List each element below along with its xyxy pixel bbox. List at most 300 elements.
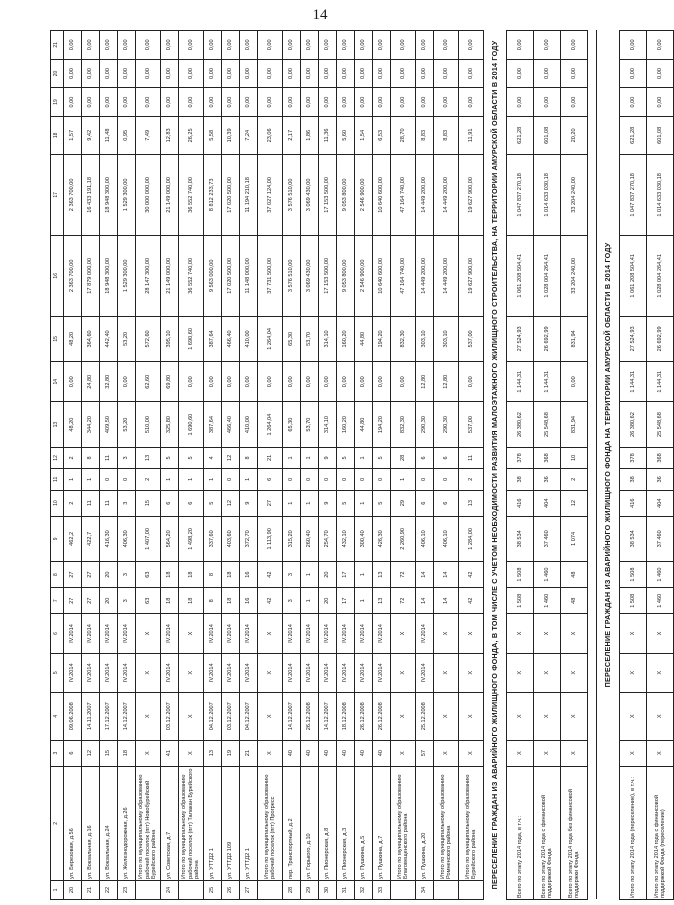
table-cell: 416,30 [100, 516, 118, 561]
table-cell: 260,40 [301, 516, 319, 561]
table-cell: 6 [416, 447, 434, 468]
table-cell: 13 [373, 561, 391, 587]
table-cell: 37 460 [647, 516, 674, 561]
table-cell: 387,64 [204, 402, 222, 447]
table-cell: 0,00 [459, 88, 484, 117]
table-cell: 368 [534, 447, 561, 468]
table-cell: X [459, 740, 484, 766]
table-cell: 0,00 [136, 31, 161, 60]
table-cell: 1 [355, 561, 373, 587]
section-heading: ПЕРЕСЕЛЕНИЕ ГРАЖДАН ИЗ АВАРИЙНОГО ЖИЛИЩНОГО ФОНДА НА ТЕРРИТОРИИ АМУРСКОЙ ОБЛАСТИ В 2014 ГОДУ [597, 31, 620, 900]
table-cell: X [179, 653, 204, 692]
subtotal-row [179, 31, 204, 900]
table-cell: 48,20 [64, 316, 82, 361]
table-cell: 2 [64, 490, 82, 516]
table-cell: 409,50 [100, 402, 118, 447]
table-row [301, 31, 319, 900]
column-index-cell: 17 [51, 154, 64, 235]
rotated-table-wrapper [50, 30, 666, 900]
table-cell: 12 [222, 447, 240, 468]
table-cell: 1 [301, 490, 319, 516]
column-index-cell: 15 [51, 316, 64, 361]
table-cell: 406,10 [416, 516, 434, 561]
table-row [222, 31, 240, 900]
table-cell: 20,20 [561, 116, 588, 154]
table-cell: 8 [204, 588, 222, 614]
table-cell: 314,10 [319, 402, 337, 447]
table-cell: X [507, 653, 534, 692]
table-cell: 0 [416, 469, 434, 490]
table-row [100, 31, 118, 900]
column-index-cell: 5 [51, 653, 64, 692]
table-cell: 0,00 [561, 31, 588, 60]
table-cell: 18 [118, 740, 136, 766]
table-cell: IV.2014 [100, 614, 118, 653]
table-cell: 0,00 [118, 59, 136, 88]
table-cell: 21 [258, 447, 283, 468]
table-cell: 26.12.2008 [355, 692, 373, 740]
table-cell: 0,00 [620, 31, 647, 60]
table-cell: 416 [620, 490, 647, 516]
column-index-cell: 8 [51, 561, 64, 587]
column-index-cell: 1 [51, 880, 64, 899]
table-cell: 14.12.2007 [319, 692, 337, 740]
table-cell: 6 [258, 469, 283, 490]
table-cell: X [561, 692, 588, 740]
table-cell: 10 640 600,00 [373, 154, 391, 235]
table-cell: 1 113,90 [258, 516, 283, 561]
table-cell: 3 576 510,00 [283, 154, 301, 235]
table-cell: 65,30 [283, 316, 301, 361]
table-cell: IV.2014 [100, 653, 118, 692]
table-cell: 72 [391, 561, 416, 587]
table-cell: 14.11.2007 [82, 692, 100, 740]
table-cell: 378 [620, 447, 647, 468]
column-index-cell: 10 [51, 490, 64, 516]
table-cell: X [561, 614, 588, 653]
table-cell: 0,00 [301, 31, 319, 60]
table-cell: 27 [258, 490, 283, 516]
table-cell: 38 534 [620, 516, 647, 561]
table-row [373, 31, 391, 900]
table-row [319, 31, 337, 900]
table-cell: 1 [355, 588, 373, 614]
table-cell: 0,00 [319, 88, 337, 117]
table-cell: 0,00 [373, 362, 391, 402]
table-cell: 7,49 [136, 116, 161, 154]
table-cell: 1 508 [620, 561, 647, 587]
table-cell: 0,00 [337, 362, 355, 402]
table-cell: 11,91 [459, 116, 484, 154]
table-cell: 0,00 [319, 31, 337, 60]
table-cell: 2 260,90 [391, 516, 416, 561]
table-cell: X [434, 692, 459, 740]
table-cell: 422,7 [82, 516, 100, 561]
table-cell: X [647, 692, 674, 740]
table-cell: 0,00 [283, 31, 301, 60]
table-cell: 0,00 [355, 31, 373, 60]
table-cell: IV.2014 [161, 653, 179, 692]
table-cell: 6 [161, 490, 179, 516]
table-row [64, 31, 82, 900]
table-cell: 04.12.2007 [240, 692, 258, 740]
table-cell: 160,20 [337, 316, 355, 361]
table-cell: 41 [161, 740, 179, 766]
table-cell: X [136, 614, 161, 653]
table-cell: 0,00 [534, 31, 561, 60]
subtotal-row [136, 31, 161, 900]
table-cell: 3 [118, 447, 136, 468]
table-cell: 9 053 800,00 [337, 235, 355, 316]
table-cell: 40 [301, 740, 319, 766]
table-cell: 1,54 [355, 116, 373, 154]
table-cell: 0,00 [64, 88, 82, 117]
table-cell: 462,2 [64, 516, 82, 561]
table-cell: 1 [301, 447, 319, 468]
table-cell: 17 [337, 588, 355, 614]
table-cell: 27 [64, 588, 82, 614]
table-cell: 0,00 [391, 362, 416, 402]
table-cell: 0,00 [620, 88, 647, 117]
table-cell: 48 [561, 561, 588, 587]
table-cell: 14 449 200,00 [416, 235, 434, 316]
table-cell: 0,00 [459, 362, 484, 402]
table-cell: 0,00 [283, 362, 301, 402]
table-cell: 13 [459, 490, 484, 516]
table-cell: 0,95 [118, 116, 136, 154]
table-cell: 0,00 [391, 59, 416, 88]
table-cell: 12,80 [434, 362, 459, 402]
column-index-cell: 13 [51, 402, 64, 447]
table-cell: 09.06.2008 [64, 692, 82, 740]
table-cell: 48,20 [64, 402, 82, 447]
table-cell: X [434, 614, 459, 653]
table-cell: 404 [647, 490, 674, 516]
table-cell: 27 [82, 588, 100, 614]
table-cell: 1 460 [534, 561, 561, 587]
table-cell: 466,40 [222, 316, 240, 361]
table-cell: 601,08 [534, 116, 561, 154]
table-cell: 5 [161, 447, 179, 468]
total-row [534, 31, 561, 900]
row-number: 34 [416, 880, 434, 899]
table-cell: 0,00 [301, 362, 319, 402]
table-cell: 254,70 [319, 516, 337, 561]
table-cell: 344,20 [82, 402, 100, 447]
table-cell: 38 [507, 469, 534, 490]
row-number [258, 880, 283, 899]
table-cell: X [391, 692, 416, 740]
table-cell: 17 153 500,00 [319, 154, 337, 235]
column-index-cell: 19 [51, 88, 64, 117]
table-cell: 8,83 [416, 116, 434, 154]
column-index-cell: 14 [51, 362, 64, 402]
table-cell: IV.2014 [161, 614, 179, 653]
table-cell: 40 [373, 740, 391, 766]
table-cell: 3 [283, 588, 301, 614]
subtotal-label: Итого по муниципальному образованию Благовещенского района [391, 766, 416, 880]
table-cell: 0,00 [100, 59, 118, 88]
table-body [51, 31, 674, 900]
table-cell: 26.12.2008 [373, 692, 391, 740]
table-cell: X [561, 653, 588, 692]
table-cell: 4 [204, 447, 222, 468]
table-cell: 0,00 [373, 88, 391, 117]
table-cell: 33 204 240,00 [561, 235, 588, 316]
table-cell: 5,58 [204, 116, 222, 154]
table-cell: 0,00 [507, 31, 534, 60]
table-cell: X [620, 740, 647, 766]
table-cell: 832,30 [391, 316, 416, 361]
table-cell: 20 [100, 561, 118, 587]
table-cell: IV.2014 [64, 614, 82, 653]
table-cell: IV.2014 [373, 653, 391, 692]
table-cell: 1,57 [64, 116, 82, 154]
table-cell: 47 164 740,00 [391, 235, 416, 316]
table-cell: 0,00 [319, 59, 337, 88]
table-cell: 9 053 800,00 [337, 154, 355, 235]
row-number [391, 880, 416, 899]
table-cell: IV.2014 [301, 653, 319, 692]
table-cell: 29 [391, 490, 416, 516]
table-cell: 1 061 208 504,41 [507, 235, 534, 316]
table-cell: 5 [337, 447, 355, 468]
relocation-table-frame [50, 30, 666, 900]
table-cell: 6 [434, 490, 459, 516]
table-cell: 15 [100, 740, 118, 766]
table-cell: X [534, 692, 561, 740]
table-cell: 290,30 [416, 402, 434, 447]
table-cell: 0,00 [258, 31, 283, 60]
table-cell: 0,00 [337, 88, 355, 117]
table-cell: 11 [459, 447, 484, 468]
table-cell: 25 548,68 [647, 402, 674, 447]
table-cell: 1 014 633 030,18 [647, 154, 674, 235]
table-cell: IV.2014 [373, 614, 391, 653]
table-cell: 8 [204, 561, 222, 587]
table-cell: 25.12.2008 [416, 692, 434, 740]
table-row [204, 31, 222, 900]
row-number [179, 880, 204, 899]
table-row [283, 31, 301, 900]
table-cell: 378 [507, 447, 534, 468]
table-cell: 0,00 [82, 88, 100, 117]
table-cell: 26 380,62 [620, 402, 647, 447]
table-cell: X [179, 614, 204, 653]
table-cell: 9 [240, 490, 258, 516]
table-cell: 12 [222, 490, 240, 516]
table-cell: 572,60 [136, 316, 161, 361]
total-row [507, 31, 534, 900]
table-cell: 8 [240, 447, 258, 468]
address-cell: пер. Транспортный, д.2 [283, 766, 301, 880]
table-cell: 406,10 [434, 516, 459, 561]
subtotal-label: Итого по муниципальному образованию рабочий поселок (пгт) Талакан Бурейского района [179, 766, 204, 880]
table-cell: 3 [118, 561, 136, 587]
table-cell: 0,00 [204, 88, 222, 117]
table-cell: 17 020 500,00 [222, 154, 240, 235]
table-cell: 18 948 300,00 [100, 154, 118, 235]
column-index-cell: 3 [51, 740, 64, 766]
row-number: 21 [82, 880, 100, 899]
table-cell: 48 [561, 588, 588, 614]
table-cell: 27 524,93 [507, 316, 534, 361]
table-cell: 19 627 900,00 [459, 154, 484, 235]
table-cell: 0,00 [179, 59, 204, 88]
section-heading-row [597, 31, 620, 900]
column-index-cell: 7 [51, 588, 64, 614]
table-cell: 6 [64, 740, 82, 766]
table-cell: 20 [319, 561, 337, 587]
final-total-row [647, 31, 674, 900]
table-cell: 0,00 [391, 88, 416, 117]
row-number: 27 [240, 880, 258, 899]
table-cell: 63 [136, 588, 161, 614]
table-cell: 5 [337, 490, 355, 516]
row-number: 22 [100, 880, 118, 899]
table-cell: 1 [301, 561, 319, 587]
table-cell: 18.12.2008 [337, 692, 355, 740]
table-cell: 38 [620, 469, 647, 490]
table-cell: 0,00 [222, 31, 240, 60]
subtotal-row [391, 31, 416, 900]
table-cell: X [534, 614, 561, 653]
address-cell: ул. Пушкина, д.5 [355, 766, 373, 880]
table-cell: 0,00 [301, 88, 319, 117]
table-cell: 315,20 [283, 516, 301, 561]
table-cell: 13 [136, 447, 161, 468]
table-cell: 37 731 500,00 [258, 235, 283, 316]
table-cell: 1 144,31 [534, 362, 561, 402]
table-cell: IV.2014 [118, 653, 136, 692]
row-number: 29 [301, 880, 319, 899]
table-cell: 0,00 [82, 31, 100, 60]
table-cell: 0,00 [64, 362, 82, 402]
table-cell: IV.2014 [82, 653, 100, 692]
table-cell: 16 [240, 588, 258, 614]
table-cell: 564,20 [161, 516, 179, 561]
table-cell: 5,60 [337, 116, 355, 154]
table-cell: 1 028 004 264,41 [534, 235, 561, 316]
table-cell: 621,28 [620, 116, 647, 154]
table-cell: 537,00 [459, 402, 484, 447]
table-cell: 04.12.2007 [204, 692, 222, 740]
table-cell: 2 546 900,00 [355, 235, 373, 316]
table-cell: 21 149 000,00 [161, 154, 179, 235]
table-cell: 0,00 [507, 59, 534, 88]
table-cell: 2 363 700,00 [64, 154, 82, 235]
table-cell: 395,10 [161, 316, 179, 361]
table-cell: 1 284,00 [459, 516, 484, 561]
table-cell: 0,00 [434, 88, 459, 117]
table-cell: 0,00 [204, 362, 222, 402]
table-cell: 372,70 [240, 516, 258, 561]
table-cell: 0,00 [561, 88, 588, 117]
table-cell: 18 948 300,00 [100, 235, 118, 316]
table-cell: 36 [534, 469, 561, 490]
section-heading-row [484, 31, 507, 900]
table-cell: 1 [391, 469, 416, 490]
table-cell: 337,60 [204, 516, 222, 561]
table-cell: 1 508 [507, 588, 534, 614]
table-cell: 42 [258, 588, 283, 614]
table-cell: 0,00 [434, 59, 459, 88]
table-cell: 1 [161, 469, 179, 490]
table-cell: 6 [416, 490, 434, 516]
table-cell: IV.2014 [204, 614, 222, 653]
table-cell: 21 149 000,00 [161, 235, 179, 316]
table-cell: 9 [319, 447, 337, 468]
address-cell: ул. УТТД2 109 [222, 766, 240, 880]
table-cell: 1 690,60 [179, 316, 204, 361]
section-heading: ПЕРЕСЕЛЕНИЕ ГРАЖДАН ИЗ АВАРИЙНОГО ЖИЛИЩНОГО ФОНДА, В ТОМ ЧИСЛЕ С УЧЕТОМ НЕОБХОДИМОСТИ РАЗВИТИЯ МАЛОЭТАЖНОГО ЖИЛИЩНОГО СТРОИТЕЛЬСТВА, НА ТЕРРИТОРИИ АМУРСКОЙ ОБЛАСТИ В 2014 ГОДУ [484, 31, 507, 900]
table-cell: 5 [204, 490, 222, 516]
table-cell: 10 [561, 447, 588, 468]
spacer-row [588, 31, 597, 900]
table-cell: 23,06 [258, 116, 283, 154]
table-cell: 3 069 430,00 [301, 154, 319, 235]
table-cell: IV.2014 [222, 614, 240, 653]
table-cell: 0,00 [283, 59, 301, 88]
table-cell: 14 449 200,00 [434, 235, 459, 316]
table-cell: 69,80 [161, 362, 179, 402]
table-cell: IV.2014 [82, 614, 100, 653]
column-index-cell: 20 [51, 59, 64, 88]
table-cell: IV.2014 [337, 614, 355, 653]
table-cell: 16 [240, 561, 258, 587]
table-cell: 416 [507, 490, 534, 516]
row-number [136, 880, 161, 899]
table-cell: 0 [283, 469, 301, 490]
table-cell: 0,00 [534, 88, 561, 117]
table-cell: 403,60 [222, 516, 240, 561]
table-cell: 8 812 233,73 [204, 154, 222, 235]
row-number [459, 880, 484, 899]
table-cell: 0 [100, 469, 118, 490]
address-cell: ул. Пионерская, д.8 [319, 766, 337, 880]
table-cell: X [258, 740, 283, 766]
table-cell: 0,00 [373, 59, 391, 88]
table-cell: IV.2014 [337, 653, 355, 692]
final-total-label: Итого по этапу 2014 года (переселение), в т.ч.: [620, 766, 647, 899]
table-cell: 0,00 [204, 31, 222, 60]
address-cell: ул. УТТД2 1 [204, 766, 222, 880]
relocation-table [50, 30, 674, 900]
table-cell: 0,00 [319, 362, 337, 402]
table-cell: 0,00 [355, 59, 373, 88]
row-number: 28 [283, 880, 301, 899]
table-cell: 18 [161, 561, 179, 587]
table-cell: 37 027 124,00 [258, 154, 283, 235]
table-cell: 1 460 [534, 588, 561, 614]
table-cell: 621,28 [507, 116, 534, 154]
row-number: 31 [337, 880, 355, 899]
table-cell: X [136, 653, 161, 692]
table-cell: 12 [561, 490, 588, 516]
table-cell: 410,00 [240, 402, 258, 447]
row-number: 24 [161, 880, 179, 899]
column-index-cell: 11 [51, 469, 64, 490]
table-cell: 1 047 837 270,18 [507, 154, 534, 235]
total-label: Всего по этапу 2014 года, в т.ч.: [507, 766, 534, 899]
table-cell: 28 147 300,00 [136, 235, 161, 316]
table-cell: 1 508 [620, 588, 647, 614]
table-cell: X [179, 740, 204, 766]
table-cell: 8,83 [434, 116, 459, 154]
table-cell: 0,00 [240, 31, 258, 60]
table-cell: IV.2014 [355, 653, 373, 692]
address-cell: ул. Вокзальная, д.16 [82, 766, 100, 880]
